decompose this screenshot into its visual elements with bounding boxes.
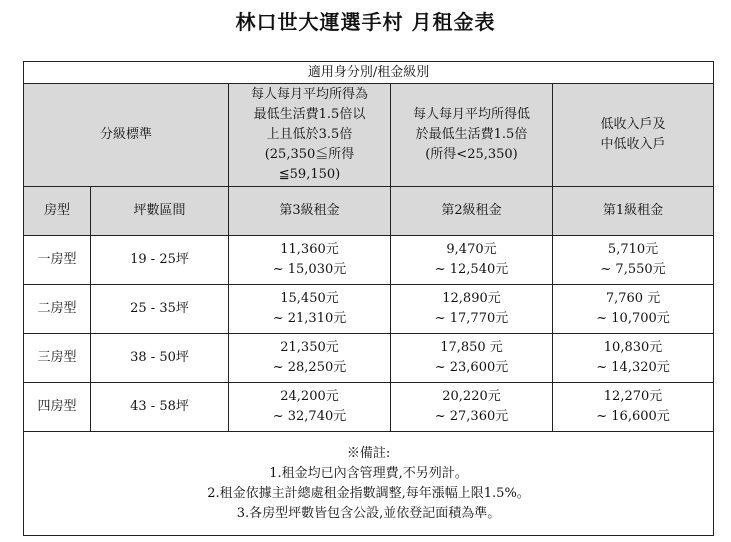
rent-min: 10,830元 xyxy=(603,340,663,355)
rent-max: ~ 12,540元 xyxy=(434,262,509,277)
rent-min: 5,710元 xyxy=(607,242,659,257)
header-level1: 第1級租金 xyxy=(553,187,714,236)
band-header: 適用身分別/租金級別 xyxy=(24,62,714,84)
level1-rent-cell xyxy=(553,383,714,432)
rent-min: 12,890元 xyxy=(442,291,501,306)
level3-rent-cell xyxy=(229,334,391,383)
criteria-level1 xyxy=(553,84,714,187)
notes xyxy=(24,432,714,536)
level1-rent-cell xyxy=(553,285,714,334)
level3-rent-cell xyxy=(229,383,391,432)
rent-max: ~ 16,600元 xyxy=(596,409,670,424)
rent-max: ~ 32,740元 xyxy=(272,409,347,424)
room-type-cell: 三房型 xyxy=(24,334,91,383)
criteria-level2 xyxy=(391,84,553,187)
rent-min: 24,200元 xyxy=(280,389,339,404)
level3-rent-cell xyxy=(229,236,391,285)
notes-heading: ※備註: xyxy=(346,445,391,461)
rent-min: 15,450元 xyxy=(280,291,339,306)
rent-max: ~ 7,550元 xyxy=(600,262,666,277)
rent-table xyxy=(23,61,714,536)
room-type-cell: 四房型 xyxy=(24,383,91,432)
level1-rent-cell xyxy=(553,236,714,285)
rent-min: 7,760 元 xyxy=(605,291,661,306)
rent-max: ~ 15,030元 xyxy=(272,262,347,277)
header-level2: 第2級租金 xyxy=(391,187,553,236)
rent-min: 11,360元 xyxy=(280,242,339,257)
header-room-type: 房型 xyxy=(24,187,91,236)
notes-row xyxy=(24,432,714,536)
level2-rent-cell xyxy=(391,334,553,383)
rent-max: ~ 14,320元 xyxy=(596,360,670,375)
note-item: 3.各房型坪數皆包含公設,並依登記面積為準。 xyxy=(236,505,501,521)
rent-max: ~ 17,770元 xyxy=(434,311,509,326)
table-row xyxy=(24,334,714,383)
area-cell: 43 - 58坪 xyxy=(91,383,229,432)
criteria-label: 分級標準 xyxy=(24,84,229,187)
rent-min: 20,220元 xyxy=(442,389,501,404)
rent-min: 9,470元 xyxy=(446,242,497,257)
room-type-cell: 一房型 xyxy=(24,236,91,285)
rent-max: ~ 10,700元 xyxy=(596,311,670,326)
header-area: 坪數區間 xyxy=(91,187,229,236)
column-header-row xyxy=(24,187,714,236)
note-item: 2.租金依據主計總處租金指數調整,每年漲幅上限1.5%。 xyxy=(207,485,530,501)
level2-rent-cell xyxy=(391,285,553,334)
note-item: 1.租金均已內含管理費,不另列計。 xyxy=(269,465,468,481)
rent-max: ~ 28,250元 xyxy=(272,360,347,375)
rent-max: ~ 27,360元 xyxy=(434,409,509,424)
level2-rent-cell xyxy=(391,383,553,432)
area-cell: 19 - 25坪 xyxy=(91,236,229,285)
criteria-row xyxy=(24,84,714,187)
level1-rent-cell xyxy=(553,334,714,383)
rent-min: 17,850 元 xyxy=(440,340,503,355)
page-title: 林口世大運選手村 月租金表 xyxy=(235,10,496,34)
criteria-level2-text: 每人每月平均所得低 於最低生活費1.5倍 (所得<25,350) xyxy=(412,107,530,162)
rent-max: ~ 21,310元 xyxy=(272,311,347,326)
area-cell: 25 - 35坪 xyxy=(91,285,229,334)
rent-min: 12,270元 xyxy=(603,389,663,404)
band-header-row xyxy=(24,62,714,84)
criteria-level3 xyxy=(229,84,391,187)
room-type-cell: 二房型 xyxy=(24,285,91,334)
criteria-level1-text: 低收入戶及 中低收入戶 xyxy=(600,117,666,152)
table-row xyxy=(24,236,714,285)
criteria-level3-text: 每人每月平均所得為 最低生活費1.5倍以 上且低於3.5倍 (25,350≦所得 ≦59,150) xyxy=(250,87,368,182)
level2-rent-cell xyxy=(391,236,553,285)
level3-rent-cell xyxy=(229,285,391,334)
rent-min: 21,350元 xyxy=(280,340,339,355)
header-level3: 第3級租金 xyxy=(229,187,391,236)
table-row xyxy=(24,383,714,432)
rent-max: ~ 23,600元 xyxy=(434,360,509,375)
area-cell: 38 - 50坪 xyxy=(91,334,229,383)
table-row xyxy=(24,285,714,334)
